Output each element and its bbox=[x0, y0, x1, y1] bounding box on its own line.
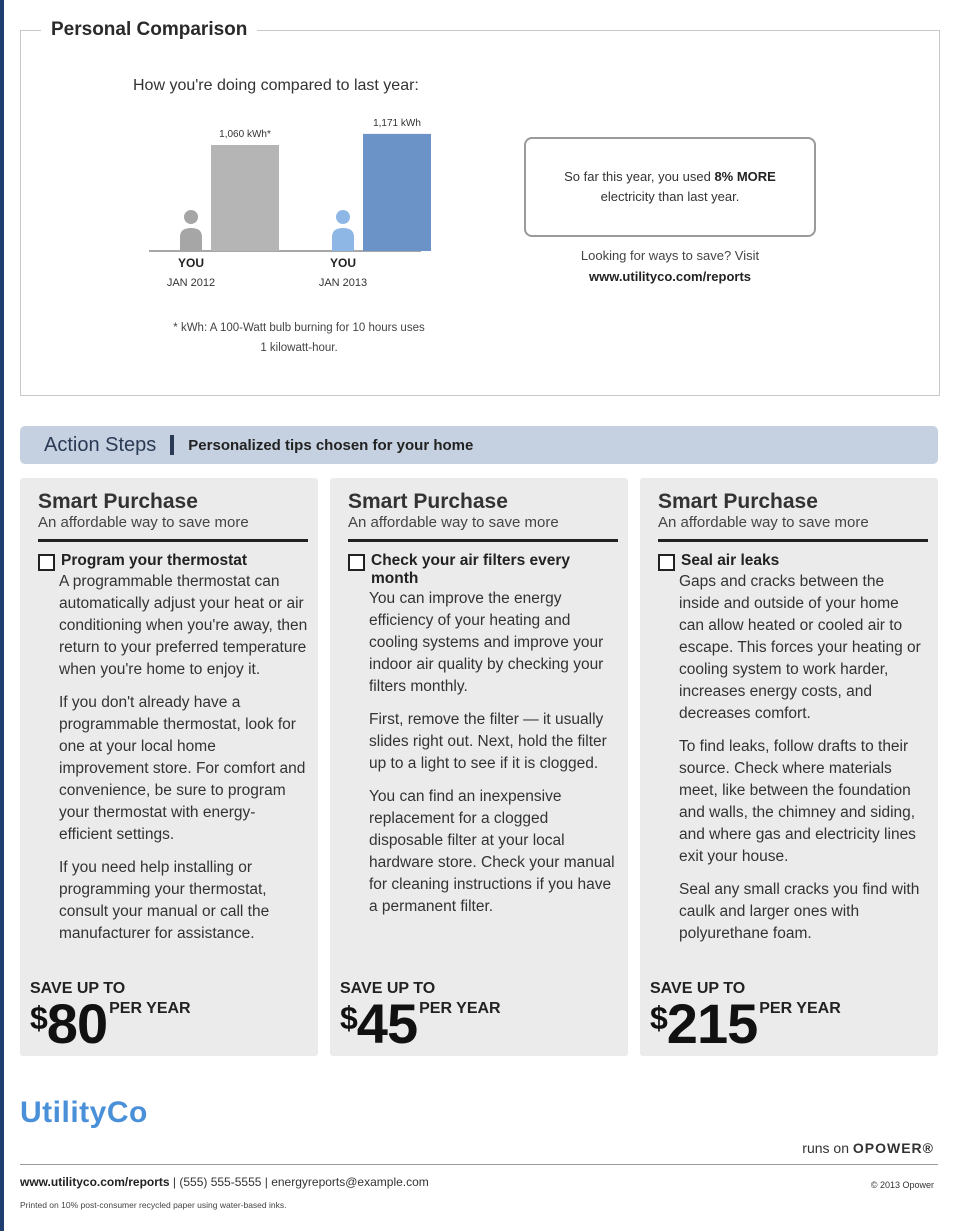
tip-paragraph: You can improve the energy efficiency of your heating and cooling systems and improve your indoor air quality by checking your filters monthly. bbox=[369, 590, 604, 695]
kwh-footnote bbox=[149, 318, 449, 358]
person-icon bbox=[332, 228, 354, 251]
save-period: PER YEAR bbox=[419, 1000, 501, 1017]
person-icon bbox=[336, 210, 350, 224]
save-value: 80 bbox=[46, 992, 108, 1055]
left-margin-rule bbox=[0, 0, 4, 1231]
savings-block bbox=[340, 980, 501, 1055]
callout-highlight: 8% MORE bbox=[714, 169, 776, 184]
tip-title: Seal air leaks bbox=[681, 552, 780, 569]
save-period: PER YEAR bbox=[109, 1000, 191, 1017]
runs-on-opower bbox=[802, 1140, 934, 1156]
usage-bar bbox=[363, 134, 431, 251]
tip-title: Program your thermostat bbox=[61, 552, 248, 569]
footnote-line-1: * kWh: A 100-Watt bulb burning for 10 hours uses bbox=[173, 322, 425, 334]
tip-checkbox[interactable] bbox=[38, 554, 55, 571]
tip-header bbox=[38, 552, 308, 571]
save-amount bbox=[340, 992, 418, 1055]
tip-paragraph: A programmable thermostat can automatically adjust your heat or air conditioning when you're away, then return to your preferred temperature when you're home to enjoy it. bbox=[59, 573, 308, 678]
tip-paragraph: Seal any small cracks you find with caulk and larger ones with polyurethane foam. bbox=[679, 881, 920, 942]
tip-paragraph: Gaps and cracks between the inside and outside of your home can allow heated or cooled air to escape. This forces your heating or cooling system to work harder, increases energy costs, and decreases comfort. bbox=[679, 573, 921, 722]
action-steps-subtitle: Personalized tips chosen for your home bbox=[188, 436, 474, 454]
tip-paragraph: First, remove the filter — it usually slides right out. Next, hold the filter up to a light to see if it is clogged. bbox=[369, 711, 607, 772]
save-period: PER YEAR bbox=[759, 1000, 841, 1017]
tip-checkbox[interactable] bbox=[658, 554, 675, 571]
footer-url-link[interactable]: www.utilityco.com/reports bbox=[20, 1175, 170, 1189]
action-steps-title: Action Steps bbox=[44, 433, 157, 456]
personal-comparison-panel bbox=[20, 19, 940, 396]
card-subtitle: An affordable way to save more bbox=[658, 514, 869, 531]
printed-notice: Printed on 10% post-consumer recycled paper using water-based inks. bbox=[20, 1200, 287, 1210]
action-steps-separator bbox=[170, 435, 174, 455]
action-steps-header bbox=[20, 426, 938, 464]
bar-value-label: 1,060 kWh* bbox=[219, 129, 271, 140]
save-value: 45 bbox=[356, 992, 418, 1055]
currency-symbol: $ bbox=[650, 1000, 667, 1036]
tip-checkbox[interactable] bbox=[348, 554, 365, 571]
tip-body bbox=[369, 588, 618, 918]
save-amount bbox=[650, 992, 758, 1055]
category-label: JAN 2013 bbox=[318, 277, 368, 289]
tip-header bbox=[658, 552, 928, 571]
save-label: SAVE UP TO bbox=[340, 980, 436, 997]
card-subtitle: An affordable way to save more bbox=[348, 514, 559, 531]
savings-block bbox=[30, 980, 191, 1055]
card-title: Smart Purchase bbox=[348, 490, 508, 513]
card-title: Smart Purchase bbox=[38, 490, 198, 513]
usage-bar-chart bbox=[21, 31, 481, 321]
save-label: SAVE UP TO bbox=[30, 980, 126, 997]
usage-callout bbox=[524, 137, 816, 237]
tip-card-air-leaks bbox=[640, 478, 938, 1056]
bar-value-label: 1,171 kWh bbox=[373, 117, 421, 129]
tip-body bbox=[59, 571, 308, 945]
person-label: YOU bbox=[329, 256, 357, 270]
tip-header bbox=[348, 552, 618, 588]
currency-symbol: $ bbox=[340, 1000, 357, 1036]
card-divider bbox=[658, 539, 928, 542]
visit-block bbox=[524, 245, 816, 287]
tip-card-thermostat bbox=[20, 478, 318, 1056]
callout-suffix: electricity than last year. bbox=[600, 189, 740, 204]
comparison-question: How you're doing compared to last year: bbox=[133, 77, 419, 94]
usage-bar bbox=[211, 145, 279, 251]
card-title: Smart Purchase bbox=[658, 490, 818, 513]
visit-text: Looking for ways to save? Visit bbox=[580, 248, 760, 263]
tip-title: Check your air filters every month bbox=[371, 552, 571, 587]
tip-paragraph: If you need help installing or programming your thermostat, consult your manual or call the manufacturer for assistance. bbox=[59, 859, 270, 942]
visit-link[interactable]: www.utilityco.com/reports bbox=[588, 269, 752, 284]
tip-card-air-filters bbox=[330, 478, 628, 1056]
person-icon bbox=[180, 228, 202, 251]
person-label: YOU bbox=[177, 256, 205, 270]
tip-paragraph: You can find an inexpensive replacement for a clogged disposable filter at your local hardware store. Check your manual for cleaning instructions if you have a permanent filter. bbox=[369, 788, 615, 915]
footnote-line-2: 1 kilowatt-hour. bbox=[260, 342, 338, 354]
tip-paragraph: If you don't already have a programmable thermostat, look for one at your local home improvement store. For comfort and convenience, be sure to program your thermostat with energy-efficient settings. bbox=[59, 694, 306, 843]
savings-block bbox=[650, 980, 841, 1055]
copyright-text: © 2013 Opower bbox=[870, 1180, 934, 1190]
card-subtitle: An affordable way to save more bbox=[38, 514, 249, 531]
card-divider bbox=[348, 539, 618, 542]
person-icon bbox=[184, 210, 198, 224]
opower-logo: OPOWER® bbox=[852, 1140, 934, 1156]
runs-on-text: runs on bbox=[802, 1140, 849, 1156]
footer-divider bbox=[20, 1164, 938, 1165]
contact-details: | (555) 555-5555 | energyreports@example.com bbox=[169, 1175, 429, 1189]
comparison-title: Personal Comparison bbox=[41, 19, 257, 41]
utilityco-logo: UtilityCo bbox=[20, 1096, 148, 1129]
card-divider bbox=[38, 539, 308, 542]
save-value: 215 bbox=[666, 992, 758, 1055]
save-amount bbox=[30, 992, 108, 1055]
category-label: JAN 2012 bbox=[166, 277, 216, 289]
tip-paragraph: To find leaks, follow drafts to their source. Check where materials meet, like between the foundation and walls, the chimney and siding, and where gas and electricity lines exit your house. bbox=[679, 738, 916, 865]
save-label: SAVE UP TO bbox=[650, 980, 746, 997]
tip-body bbox=[679, 571, 928, 945]
callout-prefix: So far this year, you used bbox=[564, 169, 715, 184]
contact-line bbox=[20, 1175, 429, 1189]
currency-symbol: $ bbox=[30, 1000, 47, 1036]
